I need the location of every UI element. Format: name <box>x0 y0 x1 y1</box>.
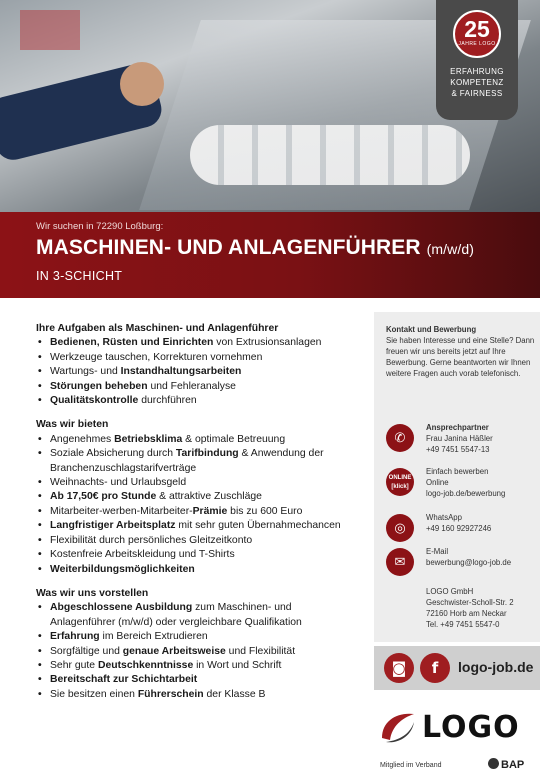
instagram-icon[interactable]: ◙ <box>384 653 414 683</box>
contact-label-2: Online <box>426 478 449 487</box>
contact-intro-text: Sie haben Interesse und eine Stelle? Dann freuen wir uns bereits jetzt auf Ihre Bewerbung. Gerne beantworten wir Ihnen weitere Fragen auch vorab telefonisch. <box>386 336 535 378</box>
contact-intro <box>386 324 536 379</box>
website-link[interactable]: logo-job.de <box>458 659 534 675</box>
membership-text: Mitglied im Verband <box>380 762 442 769</box>
list-item-bold: Bedienen, Rüsten und Einrichten <box>50 337 214 349</box>
company-street: Geschwister-Scholl-Str. 2 <box>426 598 514 607</box>
list-item <box>36 490 356 504</box>
company-city: 72160 Horb am Neckar <box>426 609 507 618</box>
list-item-bold: Qualitätskontrolle <box>50 395 139 407</box>
list-item-bold: Führerschein <box>137 688 204 700</box>
list-item-text: & Anwendung der Branchenzuschlagstarifverträge <box>50 448 324 474</box>
job-title <box>36 236 474 260</box>
bap-logo <box>488 758 524 771</box>
list-item <box>36 563 356 577</box>
section-heading: Was wir bieten <box>36 419 109 431</box>
list-item-text: durchführen <box>138 395 197 407</box>
list-item-bold: Tarifbindung <box>175 448 239 460</box>
contact-row-online[interactable] <box>386 466 536 500</box>
company-logo <box>378 706 528 750</box>
badge-value: & FAIRNESS <box>451 89 503 98</box>
list-item <box>36 336 356 350</box>
contact-label: WhatsApp <box>426 513 462 522</box>
company-name: LOGO GmbH <box>426 587 474 596</box>
list-item-bold: Prämie <box>192 505 228 517</box>
contact-phone[interactable]: +49 7451 5547-13 <box>426 445 490 454</box>
list-item-text: Wartungs- und <box>50 366 121 378</box>
location-text: Wir suchen in 72290 Loßburg: <box>36 221 164 232</box>
list-item-text: im Bereich Extrudieren <box>99 631 208 643</box>
list-item-text: Sehr gute <box>50 659 98 671</box>
contact-row-whatsapp[interactable] <box>386 512 536 546</box>
online-icon-text: ONLINE [klick] <box>388 475 412 490</box>
list-item-text: Sie besitzen einen <box>50 688 138 700</box>
list-item <box>36 365 356 379</box>
list-item-text: zum Maschinen- und Anlagenführer (m/w/d) oder vergleichbare Qualifikation <box>50 602 302 628</box>
contact-label: Ansprechpartner <box>426 423 489 432</box>
list-item <box>36 505 356 519</box>
list-item-bold: Erfahrung <box>50 631 100 643</box>
list-item-text: & optimale Betreuung <box>182 433 286 445</box>
list-item-bold: Ab 17,50€ pro Stunde <box>50 491 157 503</box>
contact-label: E-Mail <box>426 547 449 556</box>
list-item <box>36 351 356 365</box>
contact-text <box>426 422 540 455</box>
contact-name: Frau Janina Häßler <box>426 434 493 443</box>
contact-sidebar <box>374 312 540 642</box>
badge-value: KOMPETENZ <box>450 78 504 87</box>
list-item-text: in Wort und Schrift <box>193 659 282 671</box>
facebook-icon[interactable]: f <box>420 653 450 683</box>
anniversary-badge <box>436 0 518 120</box>
hero-background-shape <box>20 10 80 50</box>
list-item-text: Soziale Absicherung durch <box>50 448 176 460</box>
phone-icon: ✆ <box>386 424 414 452</box>
list-item-bold: Abgeschlossene Ausbildung <box>50 602 193 614</box>
list-item-text: Sorgfältige und <box>50 645 123 657</box>
badge-number: 25 <box>464 16 490 42</box>
section-list <box>36 601 356 702</box>
hero-bottles-shape <box>190 125 470 185</box>
list-item-bold: Bereitschaft zur Schichtarbeit <box>50 674 198 686</box>
list-item-bold: Langfristiger Arbeitsplatz <box>50 520 176 532</box>
list-item-text: Mitarbeiter-werben-Mitarbeiter- <box>50 505 193 517</box>
list-item <box>36 534 356 548</box>
list-item <box>36 659 356 673</box>
contact-row-person[interactable] <box>386 422 536 456</box>
job-details <box>36 322 356 702</box>
social-bar <box>374 646 540 690</box>
list-item-bold: Betriebsklima <box>114 433 183 445</box>
list-item-text: bis zu 600 Euro <box>227 505 303 517</box>
hero-image <box>0 0 540 212</box>
bap-icon <box>488 758 499 769</box>
list-item-bold: genaue Arbeitsweise <box>122 645 226 657</box>
anniversary-seal <box>453 10 501 58</box>
list-item-text: der Klasse B <box>203 688 266 700</box>
list-item <box>36 630 356 644</box>
list-item-text: Kostenfreie Arbeitskleidung und T-Shirts <box>50 549 235 561</box>
contact-text <box>426 546 540 568</box>
whatsapp-icon: ◎ <box>386 514 414 542</box>
list-item-text: Angenehmes <box>50 433 115 445</box>
list-item-text: & attraktive Zuschläge <box>156 491 262 503</box>
shift-text: IN 3-SCHICHT <box>36 269 123 283</box>
section-list <box>36 433 356 577</box>
logo-mark-icon <box>378 708 418 746</box>
list-item-text: mit sehr guten Übernahmechancen <box>175 520 341 532</box>
list-item-bold: Weiterbildungsmöglichkeiten <box>50 563 195 575</box>
list-item <box>36 433 356 447</box>
list-item-bold: Instandhaltungsarbeiten <box>120 366 242 378</box>
list-item <box>36 601 356 630</box>
section-heading: Was wir uns vorstellen <box>36 587 149 599</box>
title-band <box>0 212 540 298</box>
list-item-bold: Störungen beheben <box>50 380 148 392</box>
badge-value: ERFAHRUNG <box>450 67 504 76</box>
job-title-suffix: (m/w/d) <box>426 241 474 257</box>
list-item <box>36 380 356 394</box>
list-item <box>36 673 356 687</box>
contact-label: Einfach bewerben <box>426 467 489 476</box>
application-link[interactable]: logo-job.de/bewerbung <box>426 489 506 498</box>
contact-row-email[interactable] <box>386 546 536 580</box>
list-item <box>36 548 356 562</box>
bap-text: BAP <box>501 759 525 771</box>
contact-text <box>426 466 540 499</box>
job-title-main: MASCHINEN- UND ANLAGENFÜHRER <box>36 236 421 259</box>
list-item-text: Weihnachts- und Urlaubsgeld <box>50 477 187 489</box>
hero-hand-shape <box>120 62 164 106</box>
list-item <box>36 645 356 659</box>
whatsapp-number[interactable]: +49 160 92927246 <box>426 524 492 533</box>
contact-intro-title: Kontakt und Bewerbung <box>386 325 477 334</box>
list-item-bold: Deutschkenntnisse <box>97 659 194 671</box>
list-item <box>36 447 356 476</box>
mail-icon: ✉ <box>386 548 414 576</box>
list-item <box>36 476 356 490</box>
list-item <box>36 519 356 533</box>
online-icon <box>386 468 414 496</box>
list-item-text: und Fehleranalyse <box>147 380 236 392</box>
badge-sub: JAHRE LOGO <box>458 41 496 47</box>
list-item <box>36 394 356 408</box>
section-heading: Ihre Aufgaben als Maschinen- und Anlagenführer <box>36 323 279 334</box>
contact-text <box>426 512 540 534</box>
company-phone[interactable]: Tel. +49 7451 5547-0 <box>426 620 500 629</box>
list-item <box>36 688 356 702</box>
email-address[interactable]: bewerbung@logo-job.de <box>426 558 512 567</box>
list-item-text: und Flexibilität <box>225 645 296 657</box>
section-list <box>36 336 356 408</box>
logo-wordmark: LOGO <box>422 710 520 745</box>
list-item-text: Flexibilität durch persönliches Gleitzeitkonto <box>50 534 253 546</box>
list-item-text: Werkzeuge tauschen, Korrekturen vornehmen <box>50 351 263 363</box>
badge-values <box>442 66 512 99</box>
list-item-text: von Extrusionsanlagen <box>213 337 322 349</box>
company-address <box>426 586 536 630</box>
